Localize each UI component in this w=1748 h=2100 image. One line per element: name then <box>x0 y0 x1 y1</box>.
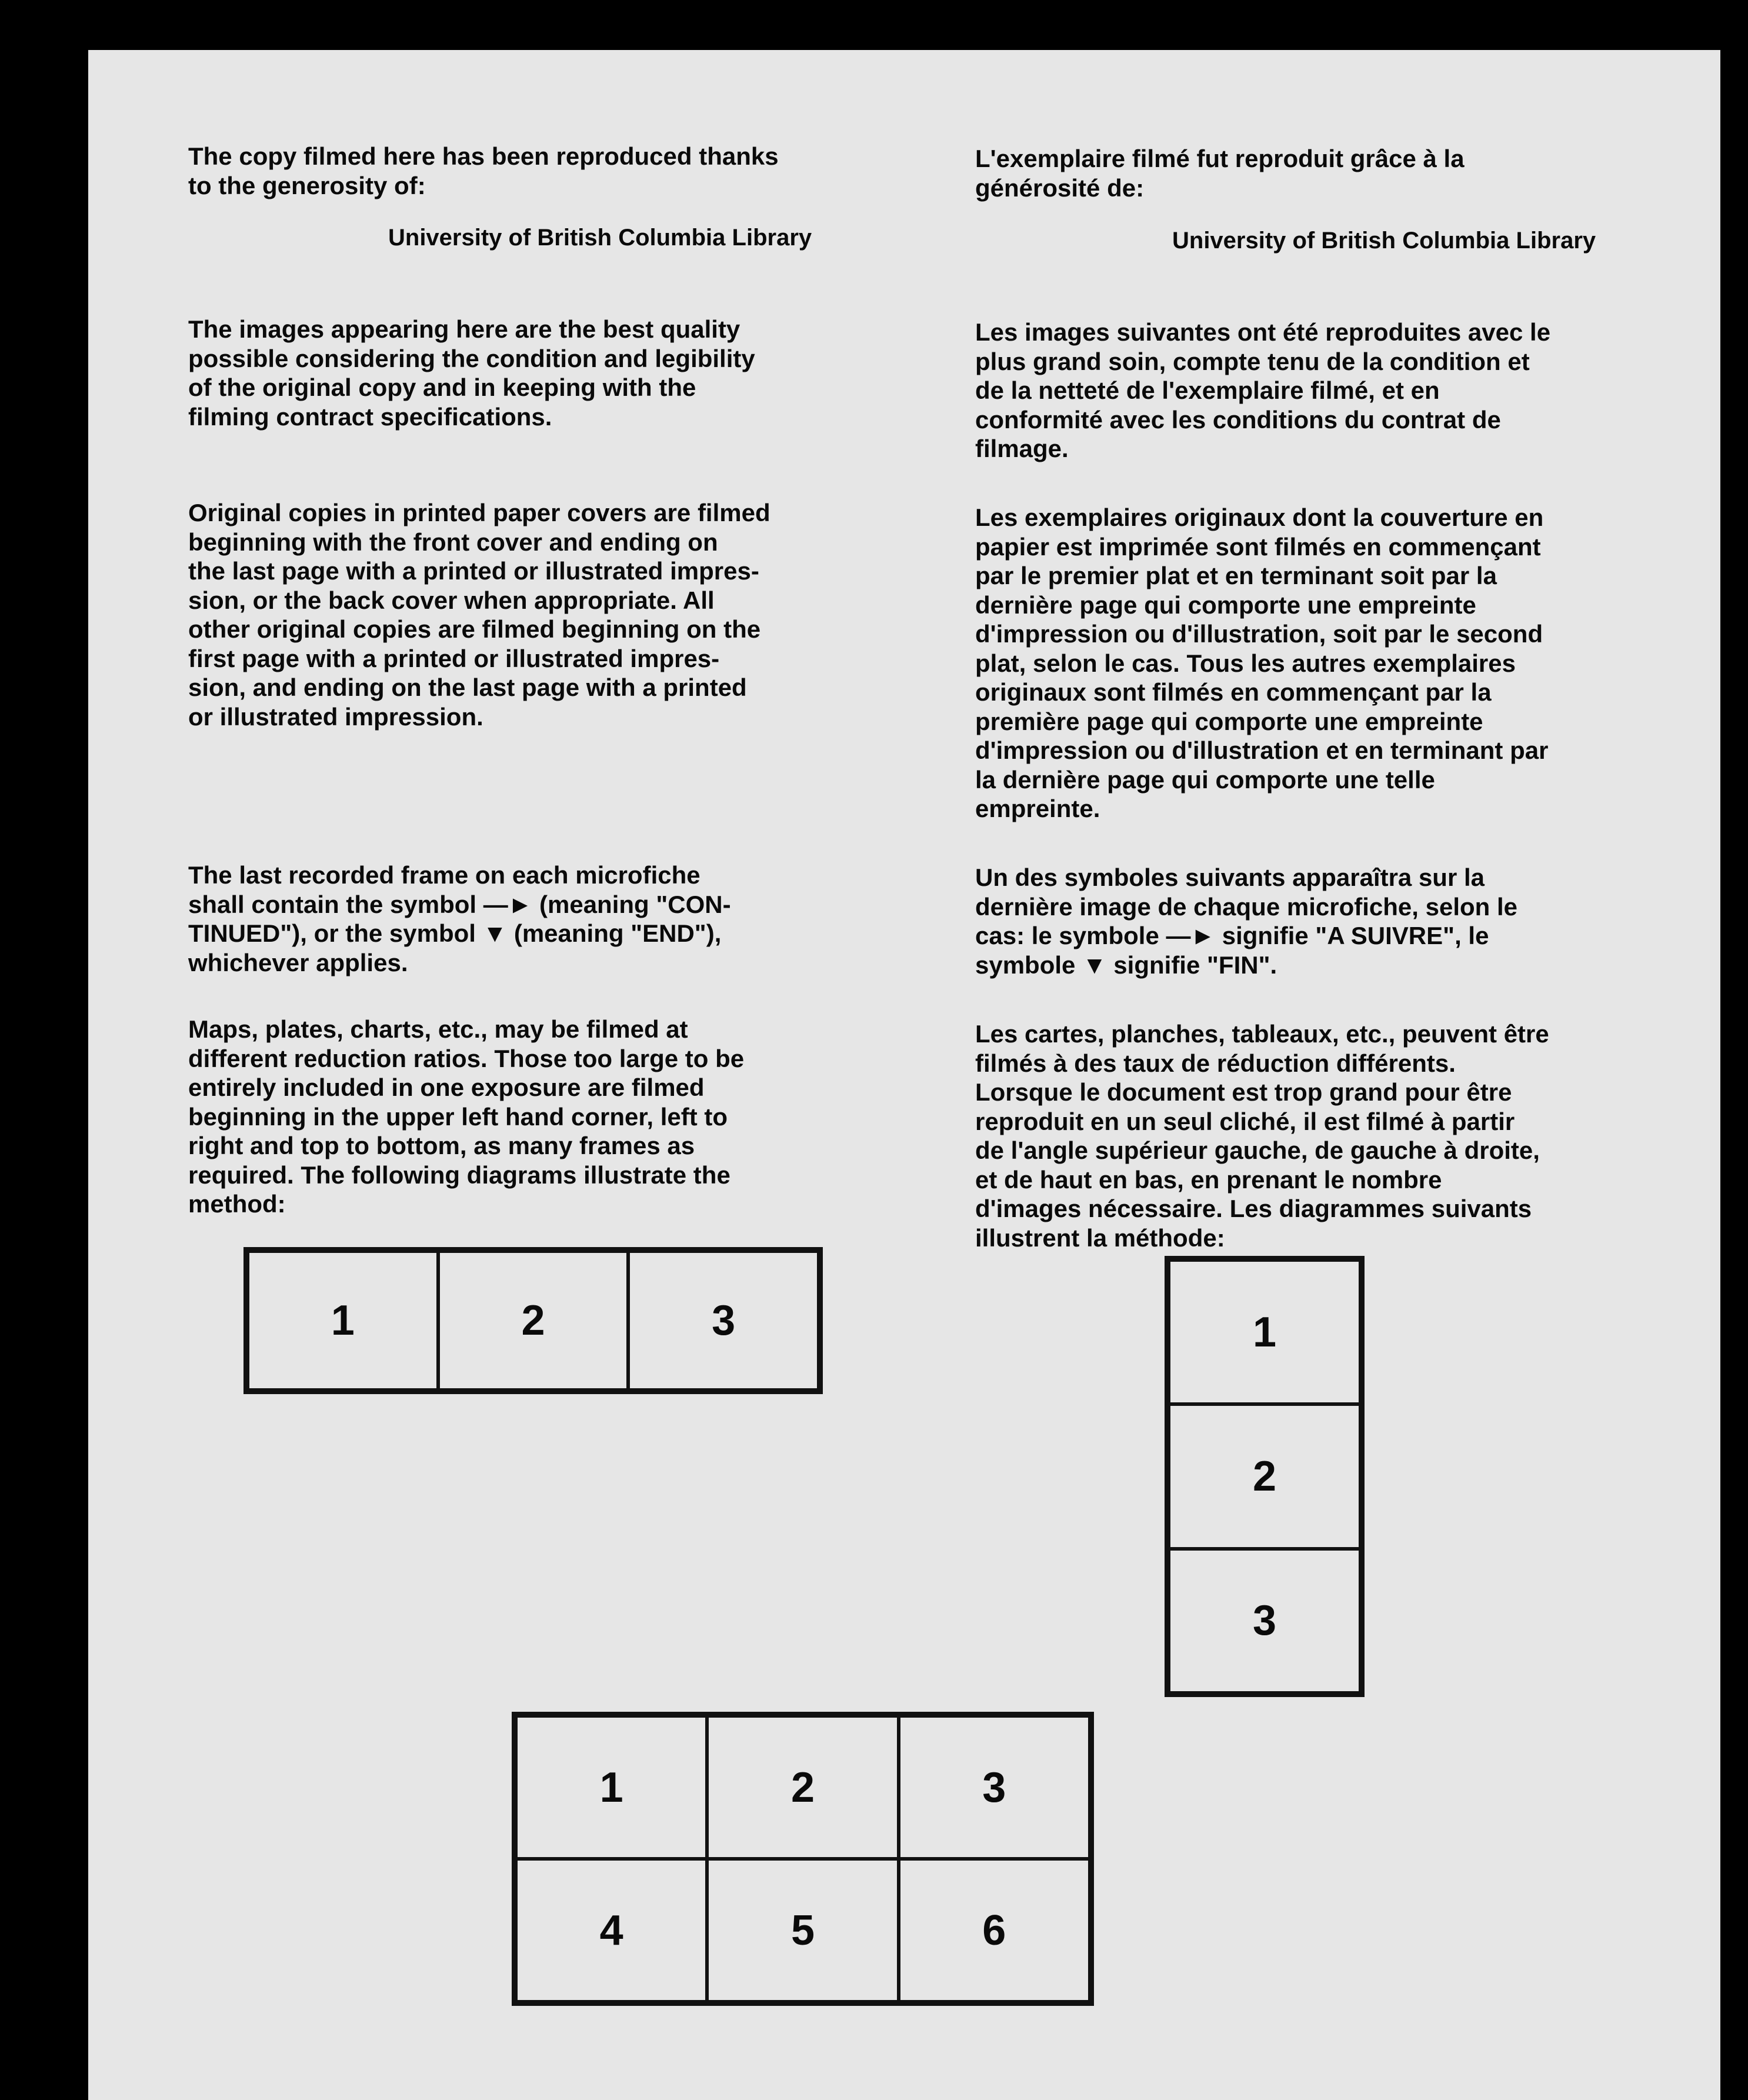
english-maps-paragraph: Maps, plates, charts, etc., may be filmed at different reduction ratios. Those too large to be entirely included in one exposure are filmed beginning in the upper left hand corner, left to right and top to bottom, as many frames as required. The following diagrams illustrate the method: <box>188 1015 745 1218</box>
frame-cell: 4 <box>516 1859 707 2002</box>
english-thanks-paragraph: The copy filmed here has been reproduced thanks to the generosity of: <box>188 142 779 199</box>
frame-cell: 5 <box>707 1859 898 2002</box>
french-symbols-paragraph: Un des symboles suivants apparaîtra sur la dernière image de chaque microfiche, selon le cas: le symbole —► signifie "A SUIVRE", le symbole ▼ signifie "FIN". <box>975 864 1517 979</box>
english-symbols-paragraph: The last recorded frame on each microfiche shall contain the symbol —► (meaning "CON- TINUED"), or the symbol ▼ (meaning "END"), whichever applies. <box>188 861 731 976</box>
six-frame-grid-diagram <box>512 1712 1094 2006</box>
frame-cell: 3 <box>899 1716 1090 1859</box>
frame-cell: 1 <box>1169 1260 1360 1404</box>
french-library-name: University of British Columbia Library <box>1172 228 1596 254</box>
frame-cell: 2 <box>707 1716 898 1859</box>
frame-cell: 2 <box>438 1251 629 1390</box>
english-library-name: University of British Columbia Library <box>388 225 812 251</box>
frame-cell: 1 <box>516 1716 707 1859</box>
vertical-three-frame-diagram <box>1165 1256 1365 1697</box>
frame-cell: 6 <box>899 1859 1090 2002</box>
french-quality-paragraph: Les images suivantes ont été reproduites avec le plus grand soin, compte tenu de la condition et de la netteté de l'exemplaire filmé, et en conformité avec les conditions du contrat de filmage. <box>975 318 1551 462</box>
frame-cell: 3 <box>628 1251 819 1390</box>
frame-cell: 2 <box>1169 1404 1360 1548</box>
horizontal-three-frame-diagram <box>243 1247 823 1394</box>
english-quality-paragraph: The images appearing here are the best quality possible considering the condition and legibility of the original copy and in keeping with the filming contract specifications. <box>188 315 755 431</box>
english-covers-paragraph: Original copies in printed paper covers are filmed beginning with the front cover and ending on the last page with a printed or illustrated impres- sion, or the back cover when appropriate. All other original copies are filmed beginning on the first page with a printed or illustrated impres- sion, and ending on the last page with a printed or illustrated impression. <box>188 499 770 731</box>
frame-cell: 3 <box>1169 1549 1360 1693</box>
french-maps-paragraph: Les cartes, planches, tableaux, etc., peuvent être filmés à des taux de réduction différents. Lorsque le document est trop grand pour être reproduit en un seul cliché, il est filmé à partir de l'angle supérieur gauche, de gauche à droite, et de haut en bas, en prenant le nombre d'images nécessaire. Les diagrammes suivants illustrent la méthode: <box>975 1020 1549 1252</box>
french-thanks-paragraph: L'exemplaire filmé fut reproduit grâce à la générosité de: <box>975 145 1465 202</box>
frame-cell: 1 <box>248 1251 438 1390</box>
french-covers-paragraph: Les exemplaires originaux dont la couverture en papier est imprimée sont filmés en commençant par le premier plat et en terminant soit par la dernière page qui comporte une empreinte d'impression ou d'illustration, soit par le second plat, selon le cas. Tous les autres exemplaires originaux sont filmés en commençant par la première page qui comporte une empreinte d'impression ou d'illustration et en terminant par la dernière page qui comporte une telle empreinte. <box>975 504 1549 822</box>
